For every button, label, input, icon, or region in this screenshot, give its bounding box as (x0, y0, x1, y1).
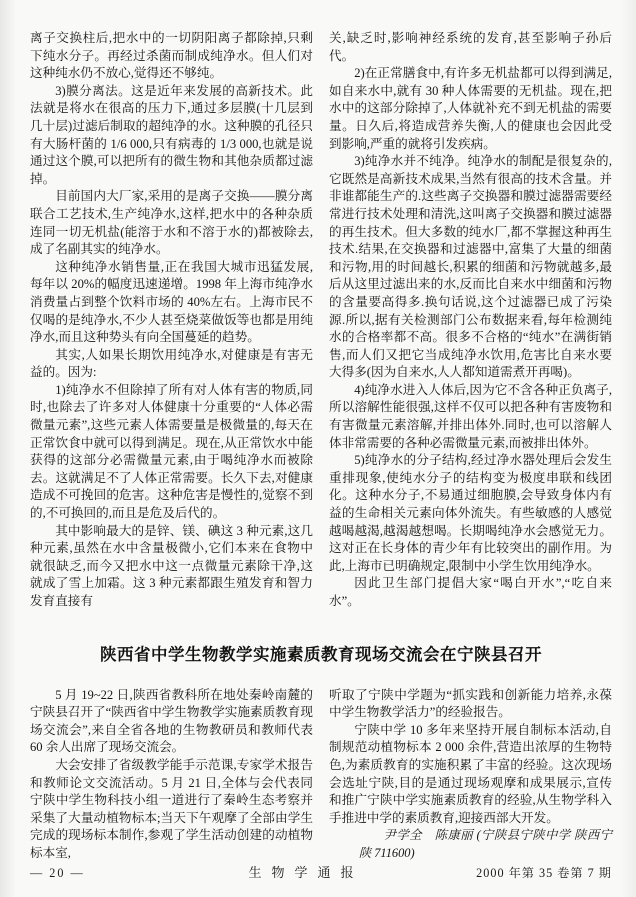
paragraph: 宁陕中学 10 多年来坚持开展自制标本活动,自制规范动植物标本 2 000 余件,营造出浓厚的生物特色,为素质教育的实施积累了丰富的经验。这次现场会选址宁陕,目的是通过现场观摩和成果展示,宣传和推广宁陕中学实施素质教育的经验,从生物学科入手推进中学的素质教育,迎接西部大开发。 (329, 722, 612, 825)
paragraph: 4)纯净水进入人体后,因为它不含各种正负离子,所以溶解性能很强,这样不仅可以把各种有害废物和有害微量元素溶解,并排出体外.同时,也可以溶解人体非常需要的各种必需微量元素,而被排出体外。 (329, 382, 612, 450)
page-footer (30, 862, 612, 881)
paragraph: 其实,人如果长期饮用纯净水,对健康是有害无益的。因为: (30, 347, 313, 380)
article2-right-paragraphs (329, 687, 612, 828)
article1-section (30, 30, 612, 611)
issue-info: 2000 年第 35 卷第 7 期 (476, 866, 612, 880)
paragraph: 其中影响最大的是锌、镁、碘这 3 种元素,这几种元素,虽然在水中含量极微小,它们本来在食物中就很缺乏,而今又把水中这一点微量元素除干净,这就成了雪上加霜。这 3 种元素都跟生殖发育和智力发育直接有 (30, 523, 313, 608)
article2-title: 陕西省中学生物教学实施素质教育现场交流会在宁陕县召开 (100, 644, 542, 664)
paragraph: 目前国内大厂家,采用的是离子交换——膜分离联合工艺技术,生产纯净水,这样,把水中的各种杂质连同一切无机盐(能溶于水和不溶于水的)都被除去,成了名副其实的纯净水。 (30, 189, 313, 257)
article1-right-column (329, 30, 612, 611)
paragraph: 大会安排了省级教学能手示范课,专家学术报告和教师论文交流活动。5 月 21 日,全体与会代表同宁陕中学生物科技小组一道进行了秦岭生态考察并采集了大量动植物标本;当天下午观摩了全部由学生完成的现场标本制作,参观了学生活动创建的动植物标本室, (30, 757, 313, 860)
paragraph: 5 月 19~22 日,陕西省教科所在地处秦岭南麓的宁陕县召开了“陕西省中学生物教学实施素质教育现场交流会”,来自全省各地的生物教研员和教师代表 60 余人出席了现场交流会。 (30, 687, 313, 755)
paragraph: 1)纯净水不但除掉了所有对人体有害的物质,同时,也除去了许多对人体健康十分重要的“人体必需微量元素”,这些元素人体需要量是极微量的,每天在正常饮食中就可以得到满足。现在,从正常饮水中能获得的这部分必需微量元素,由于喝纯净水而被除去。这就满足不了人体正常需要。长久下去,对健康造成不可挽回的危害。这种危害是慢性的,觉察不到的,不可换回的,而且是危及后代的。 (30, 382, 313, 521)
author-signature: 尹学全 陈康丽 (宁陕县宁陕中学 陕西宁陕 711600) (358, 828, 612, 860)
paragraph: 因此卫生部门提倡大家“喝白开水”,“吃自来水”。 (329, 576, 612, 608)
article2-left-column (30, 687, 313, 863)
paragraph: 这种纯净水销售量,正在我国大城市迅猛发展,每年以 20%的幅度迅速递增。1998 年上海市纯净水消费量占到整个饮料市场的 40%左右。上海市民不仅喝的是纯净水,不少人甚至烧菜做饭等也都是用纯净水,而且这种势头有向全国蔓延的趋势。 (30, 259, 313, 345)
paragraph: 3)纯净水并不纯净。纯净水的制配是很复杂的,它既然是高新技术成果,当然有很高的技术含量。并非谁都能生产的.这些离子交换器和膜过滤器需要经常进行技术处理和清洗,这叫离子交换器和膜过滤器的再生技术。但大多数的纯水厂,都不掌握这种再生技术.结果,在交换器和过滤器中,富集了大量的细菌和污物,用的时间越长,积累的细菌和污物就越多,最后从这里过滤出来的水,反而比自来水中细菌和污物的含量要高得多.换句话说,这个过滤器已成了污染源.所以,据有关检测部门公布数据来看,每年检测纯水的合格率都不高。很多不合格的“纯水”在满街销售,而人们又把它当成纯净水饮用,危害比自来水要大得多(因为自来水,人人都知道需煮开再喝)。 (329, 154, 612, 380)
paragraph: 5)纯净水的分子结构,经过净水器处理后会发生重排现象,使纯水分子的结构变为极度串联和线团化。这种水分子,不易通过细胞膜,会导致身体内有益的生命相关元素向体外流失。有些敏感的人感觉越喝越渴,越渴越想喝。长期喝纯净水会感觉无力。这对正在长身体的青少年有比较突出的副作用。为此,上海市已明确规定,限制中小学生饮用纯净水。 (329, 453, 612, 573)
paragraph: 离子交换柱后,把水中的一切阴阳离子都除掉,只剩下纯水分子。再经过杀菌而制成纯净水。但人们对这种纯水仍不放心,觉得还不够纯。 (30, 31, 313, 81)
paragraph: 2)在正常膳食中,有许多无机盐都可以得到满足,如自来水中,就有 30 种人体需要的无机盐。现在,把水中的这部分除掉了,人体就补充不到无机盐的需要量。日久后,将造成营养失衡,人的健康也会因此受到影响,严重的就将引发疾病。 (329, 66, 612, 151)
page-number: — 20 — (30, 866, 85, 880)
journal-name: 生物学通报 (248, 865, 364, 880)
paragraph: 3)膜分离法。这是近年来发展的高新技术。此法就是将水在很高的压力下,通过多层膜(十几层到几十层)过滤后制取的超纯净的水。这种膜的孔径只有大肠杆菌的 1/6 000,只有病毒的 1/3 000,也就是说通过这个膜,可以把所有的微生物和其他杂质都过滤掉。 (30, 83, 313, 186)
paragraph: 关,缺乏时,影响神经系统的发育,甚至影响子孙后代。 (329, 31, 612, 63)
paragraph: 听取了宁陕中学题为“抓实践和创新能力培养,永葆中学生物教学活力”的经验报告。 (329, 687, 612, 720)
article2-section (30, 687, 612, 863)
article1-left-column (30, 30, 313, 611)
article2-right-column (329, 687, 612, 863)
